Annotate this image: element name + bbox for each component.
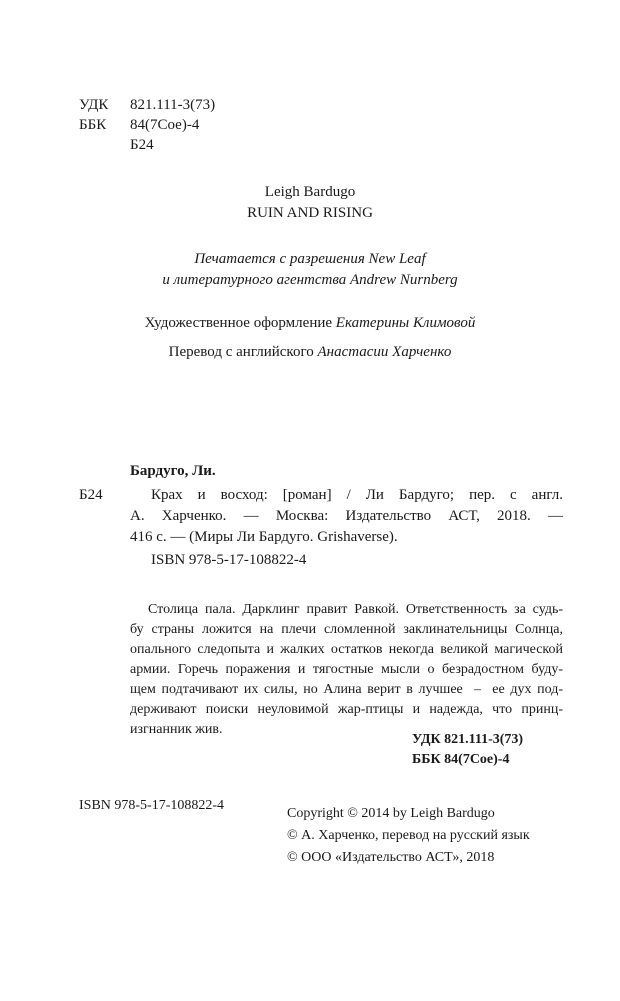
annotation-line-2: бу страны ложится на плечи сломленной заклинательницы Солнца, [130,622,563,637]
catalog-line-2: А. Харченко. — Москва: Издательство АСТ, 2018. — [130,508,563,524]
annotation [130,600,563,740]
catalog-mark: Б24 [79,487,103,503]
catalog-line-1: Крах и восход: [роман] / Ли Бардуго; пер. с англ. [151,487,563,503]
annotation-line-4: армии. Горечь поражения и тягостные мысли о безрадостном буду- [130,662,563,677]
annotation-line-3: опального следопыта и жалких остатков некогда великой магической [130,642,563,657]
udk-label: УДК [79,97,109,113]
codes-udk: УДК 821.111-3(73) [412,732,524,747]
copyright-line-3: © ООО «Издательство АСТ», 2018 [287,850,495,865]
permission-line-2: и литературного агентства Andrew Nurnberg [162,272,458,288]
bbk-value: 84(7Сое)-4 [130,117,200,133]
catalog-isbn: ISBN 978-5-17-108822-4 [151,552,307,568]
translation-credit [0,344,620,361]
bbk-label: ББК [79,117,107,133]
annotation-line-6: держивают поиски неуловимой жар-птицы и надежда, что принц- [130,702,563,717]
translation-credit-name: Анастасии Харченко [317,344,452,360]
design-credit-name: Екатерины Климовой [335,315,476,331]
codes-bbk: ББК 84(7Сое)-4 [412,752,510,767]
annotation-line-5: щем подтачивают их силы, но Алина верит в лучшее – ее дух под- [130,682,563,697]
annotation-line-7: изгнанник жив. [130,722,223,737]
copyright-line-2: © А. Харченко, перевод на русский язык [287,828,530,843]
design-credit [0,315,620,332]
original-title: RUIN AND RISING [247,205,373,221]
annotation-line-1: Столица пала. Дарклинг правит Равкой. Ответственность за судь- [148,602,563,617]
footer-isbn: ISBN 978-5-17-108822-4 [79,798,225,813]
udk-value: 821.111-3(73) [130,97,216,113]
copyright-line-1: Copyright © 2014 by Leigh Bardugo [287,806,495,821]
design-credit-prefix: Художественное оформление [144,315,333,331]
catalog-heading: Бардуго, Ли. [130,463,216,479]
original-author: Leigh Bardugo [264,184,356,200]
permission-line-1: Печатается с разрешения New Leaf [194,251,426,267]
translation-credit-prefix: Перевод с английского [168,344,314,360]
catalog-line-3: 416 с. — (Миры Ли Бардуго. Grishaverse). [130,529,398,545]
author-mark: Б24 [130,137,154,153]
